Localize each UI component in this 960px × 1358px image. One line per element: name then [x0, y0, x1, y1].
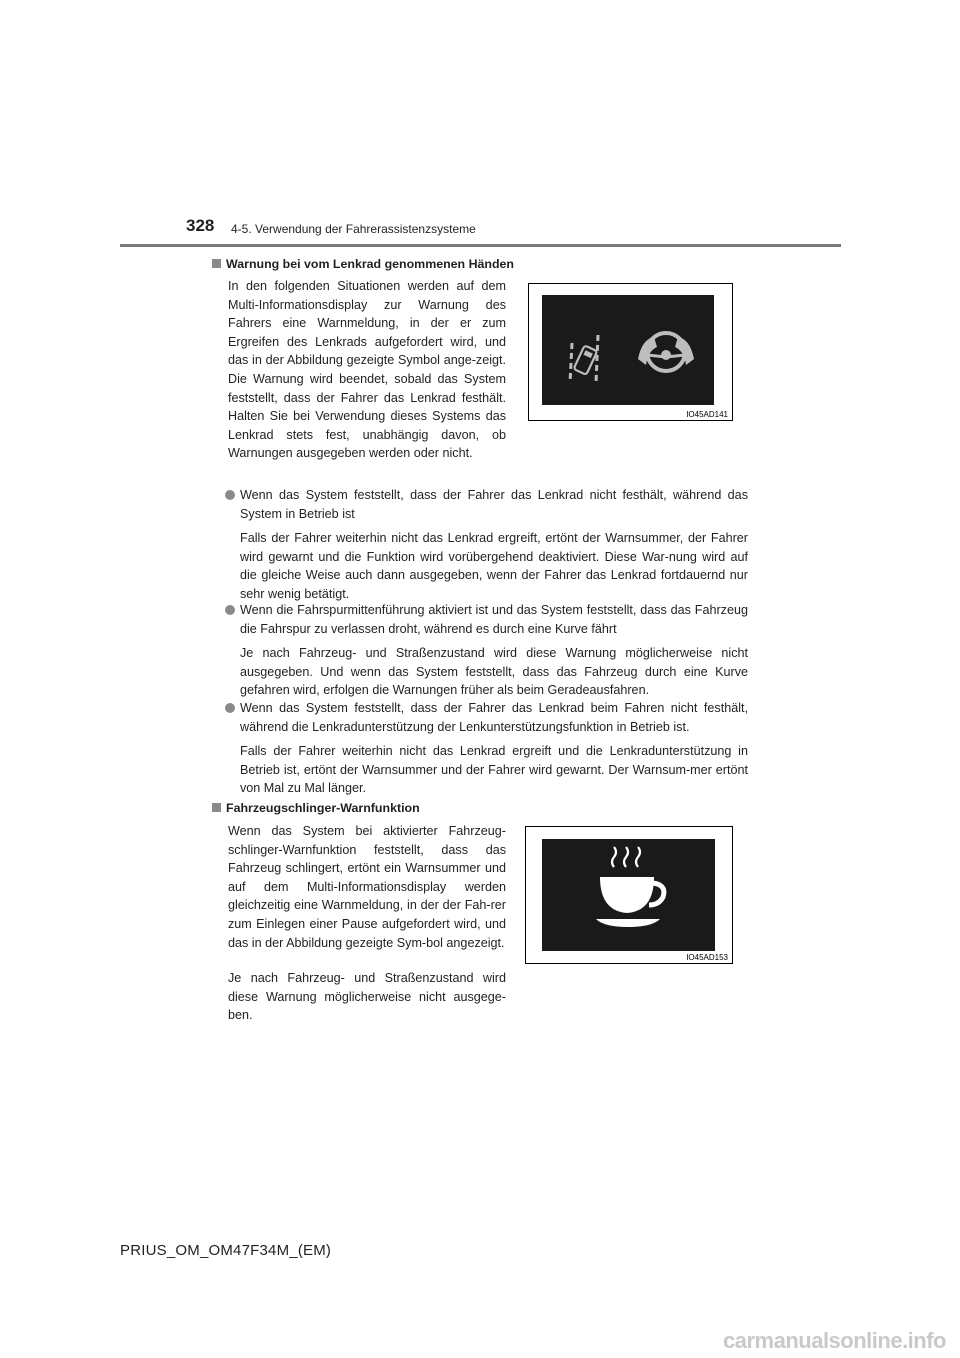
section-heading-hands-off: [212, 256, 514, 273]
display-icons: [542, 839, 715, 951]
bullet-item-2: [240, 601, 748, 700]
bullet-body: Falls der Fahrer weiterhin nicht das Lenkrad ergreift, ertönt der Warnsummer, der Fahrer wird gewarnt und die Funktion wird vorübergehend deaktiviert. Diese War-nung wird auf die gleiche Weise auch dann ausgegeben, wenn der Fahrer das Lenkrad fortdauernd nur sehr wenig betätigt.: [240, 531, 748, 601]
section-heading-text: Fahrzeugschlinger-Warnfunktion: [226, 801, 420, 815]
coffee-cup-icon: [596, 847, 664, 927]
bullet-body: Je nach Fahrzeug- und Straßenzustand wird diese Warnung möglicherweise nicht ausgegeben. Und wenn das System feststellt, dass das Fahrzeug durch eine Kurve gefahren wird, erfolgen die Warnungen früher als beim Geradeausfahren.: [240, 646, 748, 698]
section-title: 4-5. Verwendung der Fahrerassistenzsysteme: [231, 222, 476, 236]
bullet-item-3: [240, 699, 748, 798]
display-screen: [542, 839, 715, 951]
bullet-title: Wenn das System feststellt, dass der Fahrer das Lenkrad beim Fahren nicht festhält, während die Lenkradunterstützung der Lenkunterstützungsfunktion in Betrieb ist.: [240, 701, 748, 734]
bullet-item-1: [240, 486, 748, 604]
figure-hands-off-warning: [528, 283, 733, 421]
bullet-body: Falls der Fahrer weiterhin nicht das Lenkrad ergreift und die Lenkradunterstützung in Betrieb ist, ertönt der Warnsummer und der Fahrer wird gewarnt. Der Warnsum-mer ertönt von Mal zu Mal länger.: [240, 744, 748, 796]
bullet-dot: [225, 490, 235, 500]
header-rule: [120, 244, 841, 247]
bullet-dot: [225, 703, 235, 713]
display-screen: [542, 295, 714, 405]
figure-coffee-break-warning: [525, 826, 733, 964]
section-heading-swerve: [212, 800, 420, 817]
bullet-dot: [225, 605, 235, 615]
swerve-paragraph-1: Wenn das System bei aktivierter Fahrzeug-schlinger-Warnfunktion feststellt, dass das Fahrzeug schlingert, ertönt ein Warnsummer und auf dem Multi-Informationsdisplay werden gleichzeitig eine Warnmeldung, in der der Fah-rer zum Einlegen einer Pause aufgefordert wird, und das in der Abbildung gezeigte Sym-bol angezeigt.: [228, 824, 506, 950]
heading-square-marker: [212, 259, 221, 268]
intro-paragraph: In den folgenden Situationen werden auf dem Multi-Informationsdisplay zur Warnung des Fahrers eine Warnmeldung, in der er zum Ergreifen des Lenkrads aufgefordert wird, und das in der Abbildung gezeigte Symbol ange-zeigt. Die Warnung wird beendet, sobald das System feststellt, dass der Fahrer das Lenkrad festhält. Halten Sie bei Verwendung dieses Systems das Lenkrad stets fest, unabhängig davon, ob Warnungen ausgegeben werden oder nicht.: [228, 279, 506, 461]
section-heading-text: Warnung bei vom Lenkrad genommenen Händen: [226, 257, 515, 271]
heading-square-marker: [212, 803, 221, 812]
swerve-paragraph-2: Je nach Fahrzeug- und Straßenzustand wird diese Warnung möglicherweise nicht ausgege-ben.: [228, 971, 506, 1023]
figure-code: IO45AD141: [686, 410, 728, 419]
bullet-title: Wenn die Fahrspurmittenführung aktiviert ist und das System feststellt, dass das Fahrzeug die Fahrspur zu verlassen droht, während es durch eine Kurve fährt: [240, 603, 748, 636]
watermark: carmanualsonline.info: [723, 1328, 946, 1353]
display-icons: [542, 295, 714, 405]
footer-doc-code: PRIUS_OM_OM47F34M_(EM): [120, 1242, 332, 1259]
bullet-title: Wenn das System feststellt, dass der Fahrer das Lenkrad nicht festhält, während das System in Betrieb ist: [240, 488, 748, 521]
lane-keep-icon: [570, 335, 598, 383]
page-number: 328: [186, 216, 215, 235]
hands-on-wheel-icon: [638, 333, 694, 371]
figure-code: IO45AD153: [686, 953, 728, 962]
